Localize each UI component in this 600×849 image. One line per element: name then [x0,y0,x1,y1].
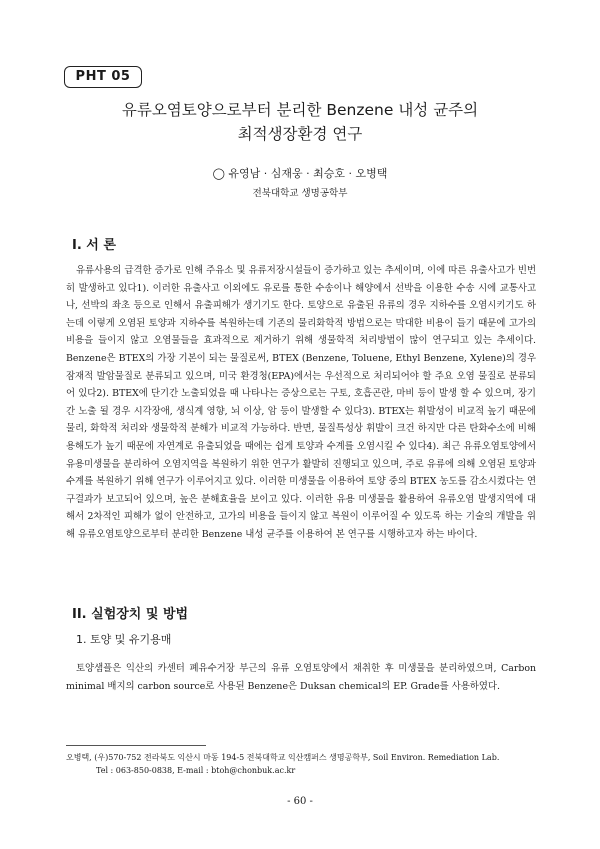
paper-title-line-2: 최적생장환경 연구 [237,125,363,143]
session-badge: PHT 05 [64,66,142,88]
methods-paragraph: 토양샘플은 익산의 카센터 폐유수거장 부근의 유류 오염토양에서 채취한 후 미생물을 분리하였으며, Carbon minimal 배지의 carbon source로 사용된 Benzene은 Duksan chemical의 EP. Grade를 사용하였다. [66,663,536,692]
footnote-address: 오병택, (우)570-752 전라북도 익산시 마동 194-5 전북대학교 익산캠퍼스 생명공학부, Soil Environ. Remediation Lab. [66,753,500,762]
section-heading-introduction: I. 서 론 [72,238,116,253]
footnote-contact: Tel : 063-850-0838, E-mail : btoh@chonbuk.ac.kr [96,766,296,775]
footnote-divider [66,745,206,746]
introduction-paragraph: 유류사용의 급격한 증가로 인해 주유소 및 유류저장시설들이 증가하고 있는 추세이며, 이에 따른 유출사고가 빈번히 발생하고 있다1). 이러한 유출사고 이외에도 유로를 통한 수송이나 해양에서 선박을 이용한 수송 시에 교통사고나, 선박의 좌초 등으로 인해서 유출피해가 생기기도 한다. 토양으로 유출된 유류의 경우 지하수를 오염시키기도 하는데 이렇게 오염된 토양과 지하수를 복원하는데 기존의 물리화학적 방법으로는 막대한 비용이 들기 때문에 고가의 비용을 들이지 않고 오염물들을 효과적으로 제거하기 위해 생물학적 처리방법이 많이 연구되고 있는 추세이다. Benzene은 BTEX의 가장 기본이 되는 물질로써, BTEX (Benzene, Toluene, Ethyl Benzene, Xylene)의 경우 잠재적 발암물질로 분류되고 있으며, 미국 환경청(EPA)에서는 우선적으로 처리되어야 할 주요 오염 물질로 분류되어 있다2). BTEX에 단기간 노출되었을 때 나타나는 증상으로는 구토, 호흡곤란, 마비 등이 발생 할 수 있으며, 장기간 노출 될 경우 시각장애, 생식계 영향, 뇌 이상, 암 등이 발생할 수 있다3). BTEX는 휘발성이 비교적 높기 때문에 물리, 화학적 처리와 생물학적 분해가 비교적 가능하다. 반면, 물질특성상 휘발이 크건 하지만 다른 탄화수소에 비해 용해도가 높기 때문에 자연계로 유출되었을 때에는 쉽게 토양과 수계를 오염시킬 수 있다4). 최근 유류오염토양에서 유용미생물을 분리하여 오염지역을 복원하기 위한 연구가 활발히 진행되고 있으며, 주로 유류에 의해 오염된 토양과 수계를 복원하기 위해 연구가 이루어지고 있다. 이러한 미생물을 이용하여 토양 중의 BTEX 농도를 감소시켰다는 연구결과가 보고되어 있으며, 높은 분해효율을 보이고 있다. 이러한 유용 미생물을 활용하여 유류오염 발생지역에 대해서 2차적인 피해가 없이 안전하고, 고가의 비용을 들이지 않고 복원이 이루어질 수 있도록 하는 기술의 개발을 위해 유류오염토양으로부터 분리한 Benzene 내성 균주를 이용하여 본 연구를 시행하고자 하는 바이다. [66,265,536,540]
paper-title-line-1: 유류오염토양으로부터 분리한 Benzene 내성 균주의 [121,101,479,119]
section-heading-methods: II. 실험장치 및 방법 [72,607,189,622]
subsection-heading-soil-solvent: 1. 토양 및 유기용매 [76,633,172,646]
authors: ◯ 유영남 · 심재웅 · 최승호 · 오병택 [212,167,388,180]
affiliation: 전북대학교 생명공학부 [252,188,348,199]
page-number: - 60 - [287,796,313,807]
